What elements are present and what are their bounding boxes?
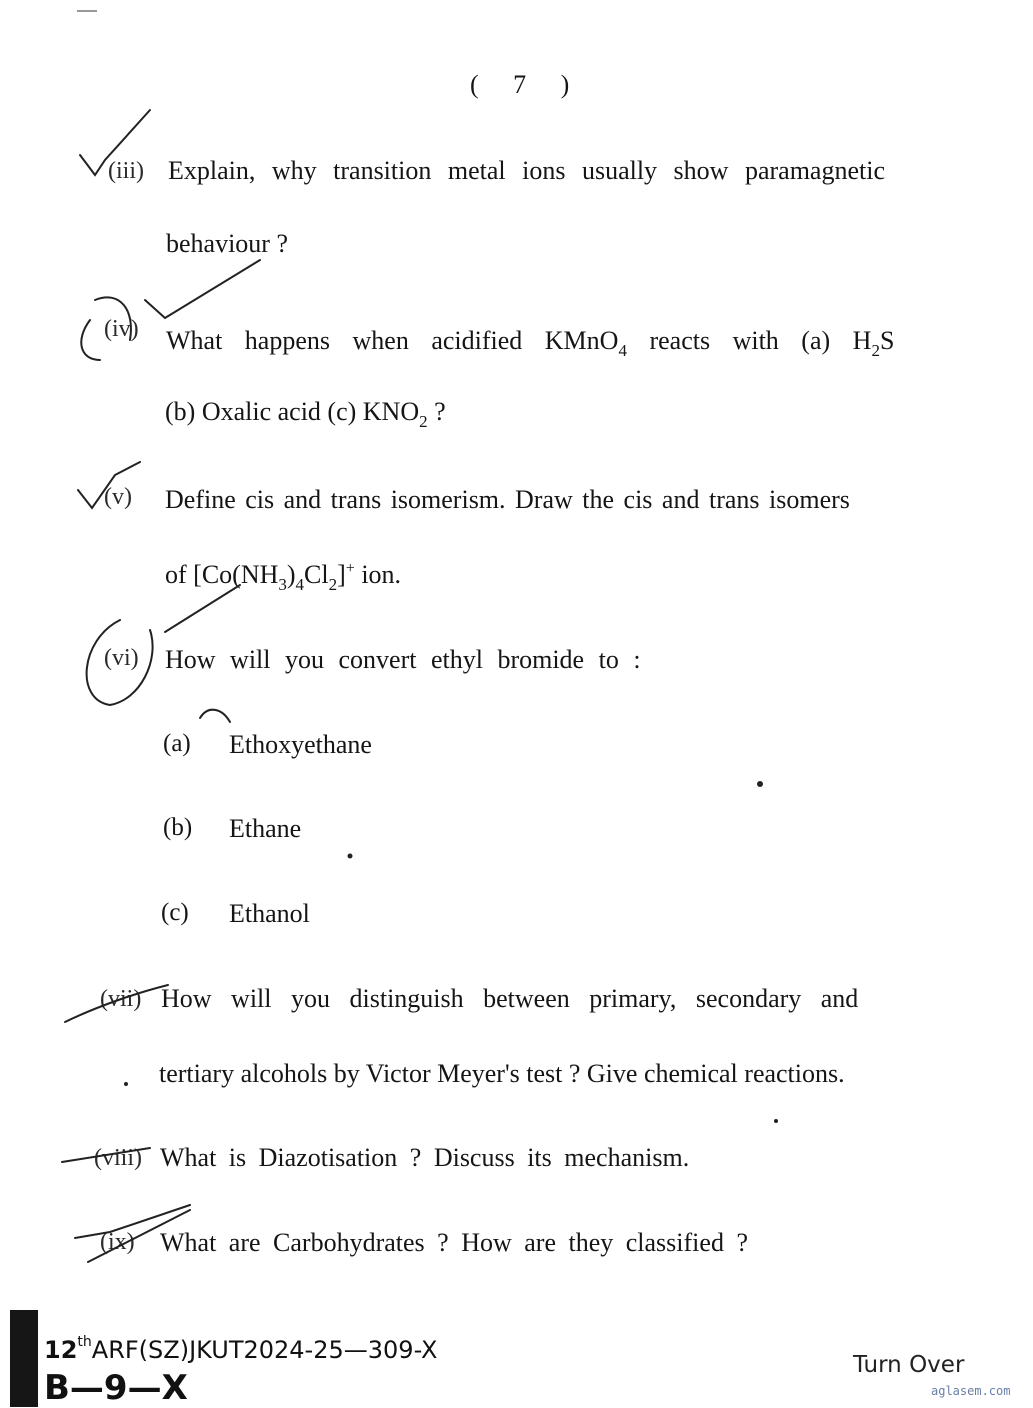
question-ix-line-1: What are Carbohydrates ? How are they classified ? (160, 1228, 748, 1257)
page-number: ( 7 ) (470, 70, 584, 99)
option-c-label: (c) (161, 899, 189, 926)
paper-code: 12thARF(SZ)JKUT2024-25—309-X (44, 1334, 438, 1364)
question-vii-line-1: How will you distinguish between primary, secondary and (161, 984, 859, 1013)
question-vii-line-2: tertiary alcohols by Victor Meyer's test ? Give chemical reactions. (159, 1059, 845, 1088)
question-number-vii: (vii) (100, 986, 142, 1012)
question-v-line-2: of $[Co(NH_3)_4Cl_2]^+$ ion. (165, 560, 402, 594)
question-iv-line-2: (b) Oxalic acid (c) $KNO_2$ ? (165, 397, 446, 431)
option-b-text: Ethane (229, 814, 302, 843)
question-vi-line-1: How will you convert ethyl bromide to : (165, 645, 641, 674)
question-number-iii: (iii) (108, 158, 144, 184)
question-iv-line-1: What happens when acidified KMnO$_4$ reacts with (a) $H_2S$ (166, 326, 895, 360)
scan-edge-shadow (10, 1310, 38, 1407)
question-iii-line-1: Explain, why transition metal ions usually show paramagnetic (168, 156, 885, 185)
question-number-ix: (ix) (100, 1229, 135, 1255)
watermark: aglasem.com (931, 1384, 1011, 1398)
question-v-line-1: Define cis and trans isomerism. Draw the cis and trans isomers (165, 485, 850, 514)
question-iii-line-2: behaviour ? (166, 229, 289, 258)
question-viii-line-1: What is Diazotisation ? Discuss its mechanism. (160, 1143, 690, 1172)
question-number-viii: (viii) (94, 1145, 142, 1171)
question-number-v: (v) (104, 484, 132, 510)
paper-set: B—9—X (44, 1368, 188, 1408)
turn-over-label: Turn Over (853, 1352, 965, 1378)
option-a-text: Ethoxyethane (229, 730, 372, 759)
option-c-text: Ethanol (229, 899, 310, 928)
question-number-vi: (vi) (104, 645, 139, 671)
option-b-label: (b) (163, 814, 193, 841)
question-number-iv: (iv) (104, 316, 139, 342)
option-a-label: (a) (163, 730, 191, 757)
